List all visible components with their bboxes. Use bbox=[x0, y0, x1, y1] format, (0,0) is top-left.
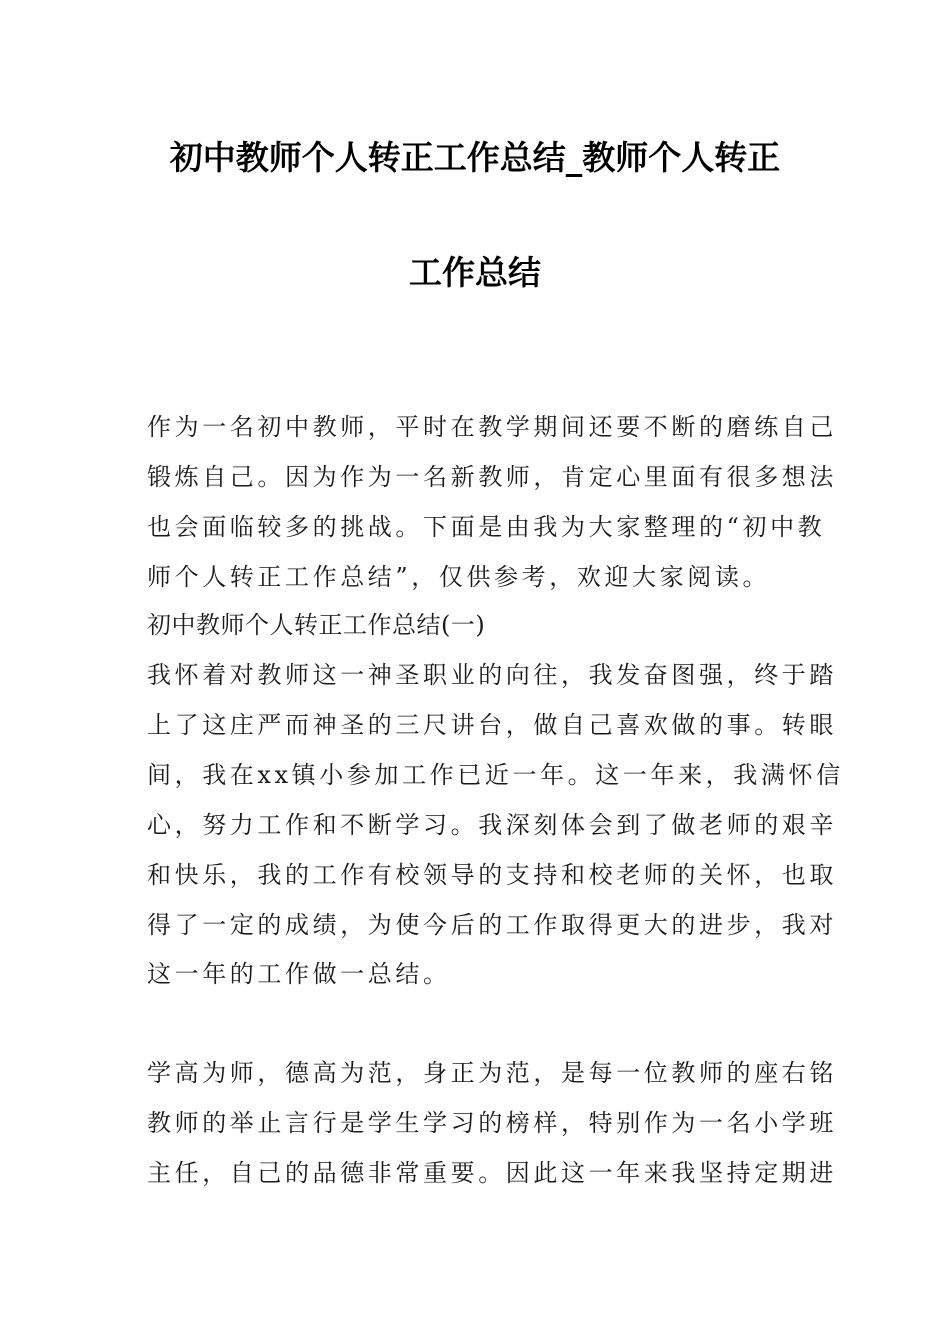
paragraph1-line-1: 我怀着对教师这一神圣职业的向往，我发奋图强，终于踏 bbox=[147, 661, 837, 689]
document-title-line-1: 初中教师个人转正工作总结_教师个人转正 bbox=[169, 138, 781, 177]
paragraph2-line-3: 主任，自己的品德非常重要。因此这一年来我坚持定期进 bbox=[147, 1159, 837, 1187]
paragraph2-line-2: 教师的举止言行是学生学习的榜样，特别作为一名小学班 bbox=[147, 1109, 837, 1137]
intro-line-4: 师个人转正工作总结”，仅供参考，欢迎大家阅读。 bbox=[147, 563, 771, 591]
paragraph1-line-7: 这一年的工作做一总结。 bbox=[147, 960, 451, 988]
paragraph1-line-2: 上了这庄严而神圣的三尺讲台，做自己喜欢做的事。转眼 bbox=[147, 711, 837, 739]
intro-line-3: 也会面临较多的挑战。下面是由我为大家整理的“初中教 bbox=[147, 513, 826, 541]
intro-line-2: 锻炼自己。因为作为一名新教师，肯定心里面有很多想法 bbox=[147, 463, 837, 491]
paragraph1-line-3: 间，我在xx镇小参加工作已近一年。这一年来，我满怀信 bbox=[147, 761, 844, 789]
section-heading: 初中教师个人转正工作总结(一) bbox=[147, 611, 486, 639]
paragraph1-line-5: 和快乐，我的工作有校领导的支持和校老师的关怀，也取 bbox=[147, 861, 837, 889]
paragraph1-line-6: 得了一定的成绩，为使今后的工作取得更大的进步，我对 bbox=[147, 911, 837, 939]
document-title-line-2: 工作总结 bbox=[409, 253, 541, 292]
intro-line-1: 作为一名初中教师，平时在教学期间还要不断的磨练自己 bbox=[147, 413, 837, 441]
paragraph2-line-1: 学高为师，德高为范，身正为范，是每一位教师的座右铭 bbox=[147, 1059, 837, 1087]
paragraph1-line-4: 心，努力工作和不断学习。我深刻体会到了做老师的艰辛 bbox=[147, 811, 837, 839]
